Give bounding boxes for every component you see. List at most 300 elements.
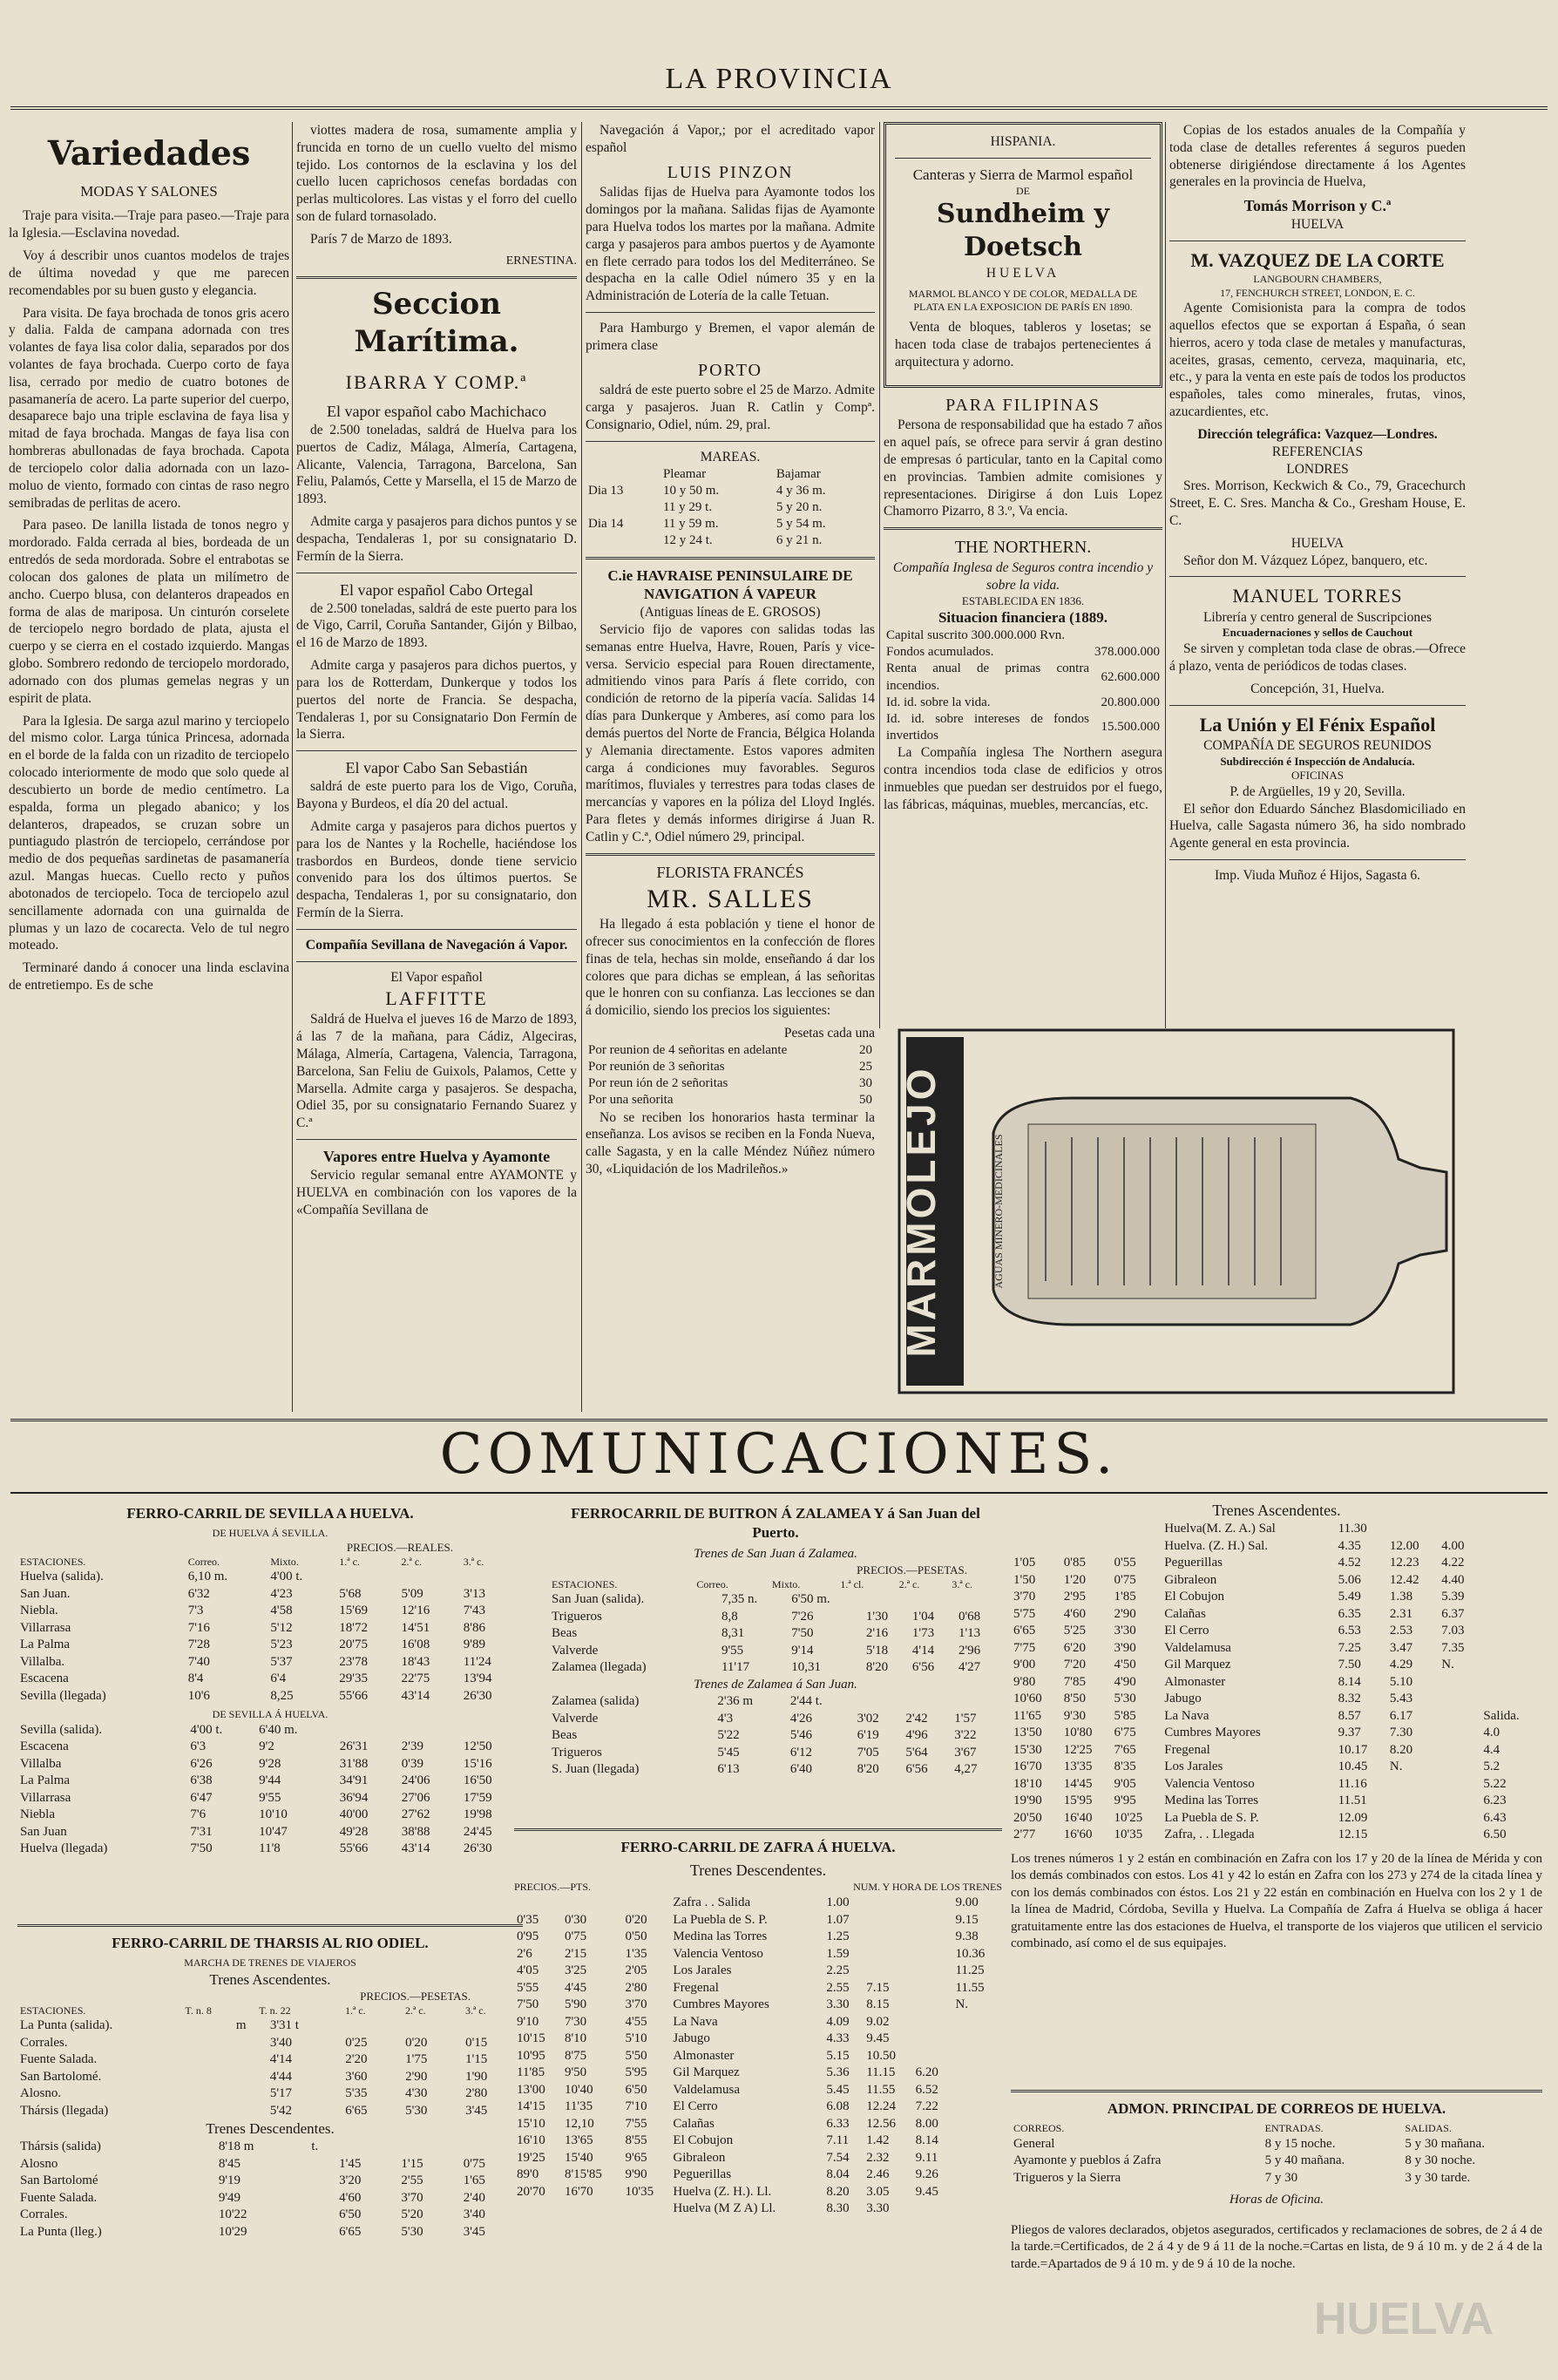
article-paragraph: Voy á describir unos cuantos modelos de trajes de última novedad y que me parecen recomendables por su buen gusto y elegancia. — [9, 248, 289, 298]
table-cell: 4'90 — [1114, 1674, 1136, 1689]
pinzon-body: Salidas fijas de Huelva para Ayamonte todos los domingos por la mañana. Salidas fijas de Ayamonte para Huelva todos los martes por la mañana. Admite carga y pasajeros para ambos puertos y de Ayamonte en flete cerrado para todos los del Mediterráneo. Se despacha en la calle Odiel número 35 y en la Administración de Lotería de la calle Tetuan. — [586, 185, 875, 304]
buitron-table-1 — [549, 1591, 1002, 1677]
table-cell: 2.55 — [826, 1980, 850, 1995]
hispania-heading: HISPANIA. — [990, 134, 1056, 149]
table-cell: 2.25 — [826, 1963, 850, 1978]
table-cell: 1'30 — [865, 1609, 889, 1624]
table-row — [514, 1997, 1002, 2014]
table-cell: 12.15 — [1338, 1827, 1368, 1842]
ship-conditions: Admite carga y pasajeros para dichos puertos, y para los de Rotterdam, Dunkerque y todos los puertos del norte de Francia. Se despacha, Tendaleras 1, por su Consignatario Don Fermín de la Sierra. — [296, 658, 577, 742]
table-row — [1011, 1742, 1542, 1760]
table-cell: 10,31 — [791, 1660, 821, 1675]
table-cell — [399, 1569, 461, 1586]
table-cell: 9'00 — [1013, 1658, 1036, 1672]
table-cell — [913, 2048, 953, 2065]
table-cell: 12.56 — [866, 2116, 896, 2131]
buitron-title: FERROCARRIL DE BUITRON Á ZALAMEA Y á San Juan del Puerto. — [571, 1505, 980, 1542]
table-header-cell: ESTACIONES. — [20, 1555, 86, 1568]
table-cell: 4'50 — [1114, 1658, 1136, 1672]
table-cell: 11'8 — [259, 1841, 281, 1856]
table-cell: 2'96 — [958, 1643, 981, 1658]
table-cell: 4'96 — [905, 1728, 928, 1743]
table-cell: 4'55 — [625, 2014, 647, 2029]
table-cell: 9'2 — [259, 1739, 274, 1754]
table-cell: 4'3 — [717, 1711, 734, 1726]
table-row — [549, 1745, 1002, 1762]
table-cell: 4.22 — [1441, 1556, 1465, 1570]
table-row — [17, 1739, 523, 1756]
table-cell: 15'95 — [1063, 1793, 1093, 1808]
table-cell: Dia 14 — [588, 517, 624, 532]
table-cell: 2'55 — [401, 2173, 423, 2188]
table-row — [884, 711, 1162, 744]
table-row — [549, 1711, 1002, 1728]
table-cell — [1480, 1538, 1542, 1556]
table-row — [1011, 1691, 1542, 1708]
table-cell: San Juan — [20, 1824, 67, 1839]
table-cell: 10'6 — [187, 1688, 210, 1703]
table-cell — [1480, 1572, 1542, 1590]
table-cell — [952, 2116, 1002, 2133]
table-cell: 10.45 — [1338, 1760, 1368, 1774]
table-cell: 5'64 — [905, 1745, 928, 1760]
table-cell: N. — [955, 1997, 969, 2012]
table-cell: 0'75 — [1114, 1572, 1136, 1587]
table-cell: Calañas — [673, 2116, 715, 2131]
table-cell: 5'42 — [269, 2103, 293, 2118]
table-cell: Niebla — [20, 1807, 55, 1822]
table-cell: Salida. — [1483, 1708, 1520, 1723]
torres-address: Concepción, 31, Huelva. — [1250, 681, 1385, 696]
table-cell: Medina las Torres — [1164, 1793, 1259, 1808]
table-cell: 4.33 — [826, 2031, 850, 2046]
table-cell: Renta anual de primas contra incendios. — [886, 661, 1089, 693]
tharsis-asc: Trenes Ascendentes. — [209, 1970, 331, 1988]
table-cell: 1'85 — [1114, 1590, 1136, 1604]
table-cell: 10'15 — [517, 2031, 545, 2046]
table-cell: 8,25 — [270, 1688, 294, 1703]
ascendentes-timetable — [1011, 1501, 1542, 2076]
table-cell: 0'25 — [345, 2035, 368, 2050]
table-cell: 12'25 — [1063, 1742, 1093, 1757]
table-cell: 3'20 — [339, 2173, 362, 2188]
table-cell: La Puebla de S. P. — [1164, 1810, 1259, 1825]
table-cell: 5.43 — [1389, 1692, 1413, 1706]
table-cell: 1'90 — [465, 2069, 488, 2084]
table-cell — [1387, 1776, 1439, 1793]
zafra-precios: PRECIOS.—PTS. — [514, 1881, 592, 1894]
table-cell: 12.24 — [866, 2099, 896, 2114]
table-cell: 1.07 — [826, 1912, 850, 1927]
table-cell: 7,35 n. — [721, 1592, 758, 1607]
table-header-cell: 2.ª c. — [405, 2004, 426, 2017]
table-cell: 8'86 — [463, 1620, 485, 1635]
correos-horas: Horas de Oficina. — [1229, 2193, 1324, 2207]
table-cell: 3.30 — [826, 1997, 850, 2012]
table-cell: 6.33 — [826, 2116, 850, 2131]
zafra-timetable — [514, 1821, 1002, 2362]
table-cell: 5 y 54 m. — [776, 517, 826, 532]
table-cell — [913, 1895, 953, 1912]
table-cell: 11'17 — [721, 1660, 750, 1675]
vapores-body: Servicio regular semanal entre AYAMONTE y HUELVA en combinación con los vapores de la «Compañía Sevillana de — [296, 1168, 577, 1217]
finance-table — [884, 627, 1162, 744]
table-cell: Gil Marquez — [673, 2065, 740, 2080]
table-cell: 10'29 — [218, 2224, 247, 2239]
table-cell — [913, 1997, 953, 2014]
table-cell: 10.50 — [866, 2048, 896, 2063]
divider — [514, 1828, 1002, 1831]
table-cell: Thársis (llegada) — [20, 2103, 109, 2118]
table-cell: 15'10 — [517, 2116, 545, 2131]
table-cell: 9'95 — [1114, 1793, 1136, 1808]
table-cell — [562, 2200, 622, 2218]
table-cell: 2'90 — [1114, 1606, 1136, 1621]
column-divider — [292, 122, 293, 1412]
table-cell: Los Jarales — [1164, 1760, 1223, 1774]
divider — [884, 527, 1162, 530]
table-cell: 4.52 — [1338, 1556, 1361, 1570]
table-cell: 6.23 — [1483, 1793, 1507, 1808]
table-cell: Zalamea (llegada) — [552, 1660, 647, 1675]
table-cell: 12.09 — [1338, 1810, 1368, 1825]
table-cell: Peguerillas — [1164, 1556, 1223, 1570]
table-row — [1011, 1827, 1542, 1844]
table-cell: 7'50 — [190, 1841, 213, 1856]
divider — [895, 158, 1151, 159]
table-cell: 31'88 — [339, 1756, 369, 1771]
table-cell: 9'28 — [259, 1756, 281, 1771]
table-cell — [956, 1591, 1002, 1609]
table-cell — [1112, 1521, 1162, 1538]
table-cell — [514, 1895, 562, 1912]
table-cell: 10'60 — [1013, 1692, 1042, 1706]
table-row — [549, 1727, 1002, 1745]
table-header-cell: 3.ª c. — [952, 1577, 972, 1590]
table-row — [17, 2051, 523, 2069]
table-cell: 6.37 — [1441, 1606, 1465, 1621]
table-row — [549, 1625, 1002, 1643]
table-cell: 1'05 — [1013, 1556, 1036, 1570]
table-row — [884, 644, 1162, 661]
table-header-cell: ESTACIONES. — [552, 1577, 618, 1590]
table-cell: 8'4 — [187, 1671, 204, 1686]
table-cell: 2'6 — [517, 1946, 532, 1961]
table-cell: 6'65 — [345, 2103, 368, 2118]
comunicaciones-title: COMUNICACIONES. — [439, 1422, 1119, 1487]
table-cell — [1387, 1793, 1439, 1810]
table-cell: San Juan. — [20, 1586, 71, 1601]
table-cell: 6.50 — [1483, 1827, 1507, 1842]
table-header-cell: T. n. 8 — [185, 2004, 212, 2017]
table-cell — [336, 1569, 398, 1586]
sevilla-table-1 — [17, 1556, 523, 1705]
table-cell: 11.25 — [955, 1963, 985, 1978]
table-row — [514, 2184, 1002, 2201]
zafra-num: NUM. Y HORA DE LOS TRENES — [853, 1881, 1002, 1894]
table-row — [17, 1603, 523, 1620]
table-cell: 3'45 — [463, 2224, 485, 2239]
top-rule — [10, 106, 1548, 110]
table-cell: 3.05 — [866, 2184, 890, 2199]
table-header-cell: 1.ª c. — [345, 2004, 366, 2017]
table-cell: 6.17 — [1389, 1708, 1413, 1723]
table-header — [1011, 2122, 1542, 2136]
table-cell: 3 y 30 tarde. — [1405, 2170, 1471, 2185]
divider — [296, 929, 577, 930]
table-cell: 8.32 — [1338, 1692, 1361, 1706]
ship-body: de 2.500 toneladas, saldrá de Huelva para los puertos de Cadiz, Málaga, Almería, Cartagena, Alicante, Valencia, Tarragona, Barcelona, San Feliu, Palamós, Cette y Marsella, el 15 de Marzo de 1893. — [296, 422, 577, 507]
table-cell: Id. id. sobre la vida. — [886, 695, 991, 709]
table-cell: 20.800.000 — [1101, 695, 1160, 709]
table-cell — [308, 2224, 336, 2241]
table-cell: 7.54 — [826, 2150, 850, 2165]
table-cell: Beas — [552, 1728, 578, 1743]
table-cell — [913, 2031, 953, 2048]
sundheim-title: Sundheim y Doetsch — [936, 198, 1110, 263]
table-cell: 2'15 — [564, 1946, 587, 1961]
table-cell — [1439, 1759, 1480, 1776]
table-cell: 16'40 — [1063, 1810, 1093, 1825]
table-cell: El Cobujon — [673, 2133, 734, 2148]
table-cell: Huelva (M Z A) Ll. — [673, 2201, 776, 2216]
table-cell: 7'50 — [791, 1626, 814, 1641]
table-cell: Escacena — [20, 1739, 69, 1754]
table-cell: La Palma — [20, 1638, 71, 1652]
table-cell — [1480, 1657, 1542, 1674]
table-cell: 1'65 — [463, 2173, 485, 2188]
table-cell: 7'05 — [857, 1745, 879, 1760]
table-cell: 5'20 — [401, 2207, 423, 2222]
article-paragraph: Terminaré dando á conocer una linda esclavina de entretiempo. Es de sche — [9, 960, 289, 993]
table-row — [17, 1569, 523, 1586]
table-cell: 7'30 — [564, 2014, 587, 2029]
porto-pre: Para Hamburgo y Bremen, el vapor alemán de primera clase — [586, 321, 875, 353]
table-cell — [1387, 1810, 1439, 1827]
table-cell: 378.000.000 — [1094, 645, 1160, 660]
table-cell: 3.30 — [866, 2201, 890, 2216]
table-cell: 9'90 — [625, 2167, 647, 2182]
table-header — [17, 1556, 523, 1570]
table-cell: 5.39 — [1441, 1590, 1465, 1604]
table-cell: 11.55 — [955, 1980, 985, 1995]
table-cell: 5'37 — [270, 1654, 293, 1669]
table-cell: 4'23 — [270, 1586, 293, 1601]
table-cell: 2'80 — [465, 2086, 488, 2101]
divider — [1169, 859, 1466, 860]
table-cell: 5'95 — [625, 2065, 647, 2080]
table-cell: 19'98 — [463, 1807, 492, 1822]
table-row — [586, 532, 875, 549]
table-row — [1011, 1725, 1542, 1742]
table-cell: 5'50 — [625, 2048, 647, 2063]
table-cell: 6.53 — [1338, 1624, 1361, 1638]
table-cell: m — [235, 2018, 247, 2033]
table-cell: 43'14 — [401, 1841, 430, 1856]
table-cell: 3'22 — [954, 1728, 977, 1743]
table-cell: 11 y 29 t. — [662, 499, 713, 514]
sevilla-table-2 — [17, 1722, 523, 1858]
vazquez-body: Agente Comisionista para la compra de todos aquellos efectos que se exportan á España, ó sean hierros, acero y toda clase de metales y manufacturas, aceites, grasas, cemento, cerveza, maquinaria, etc, etc., y para la venta en este país de todos los productos españoles, tales como minerales, frutas, vinos, azucardientes, etc. — [1169, 301, 1466, 420]
table-cell: 4'26 — [789, 1711, 813, 1726]
table-row — [514, 2200, 1002, 2218]
table-row — [514, 2082, 1002, 2099]
table-cell: 5'45 — [717, 1745, 740, 1760]
mareas-table — [586, 466, 875, 550]
table-row — [17, 1773, 523, 1790]
fenix-address: P. de Argüelles, 19 y 20, Sevilla. — [1229, 783, 1406, 799]
buitron-table-header — [549, 1578, 1002, 1592]
table-row — [17, 1671, 523, 1688]
table-row — [514, 2150, 1002, 2167]
table-cell: 5'30 — [405, 2103, 428, 2118]
table-cell: 3'60 — [345, 2069, 368, 2084]
table-row — [514, 1895, 1002, 1912]
table-cell: 2'95 — [1063, 1590, 1086, 1604]
table-cell: Fuente Salada. — [20, 2190, 98, 2205]
table-cell: 1'04 — [911, 1609, 935, 1624]
table-cell: 2.46 — [866, 2167, 890, 2182]
table-cell: 10'40 — [564, 2082, 593, 2097]
table-cell: 6'65 — [1013, 1624, 1036, 1638]
table-row — [17, 1620, 523, 1638]
table-cell: 5.15 — [826, 2048, 850, 2063]
table-cell: 2'90 — [405, 2069, 428, 2084]
table-cell: Dia 13 — [588, 483, 624, 498]
table-cell: 0'95 — [517, 1929, 539, 1944]
table-cell: 16'70 — [1013, 1760, 1042, 1774]
table-cell: 5.36 — [826, 2065, 850, 2080]
table-cell: Trigueros y la Sierra — [1013, 2170, 1121, 2185]
table-cell: 7'28 — [187, 1638, 210, 1652]
table-cell: 9'50 — [564, 2065, 587, 2080]
table-cell: 9.02 — [866, 2014, 890, 2029]
table-cell: t. — [311, 2139, 319, 2154]
table-cell: 7'10 — [625, 2099, 647, 2114]
table-row — [1011, 1793, 1542, 1810]
table-row — [586, 483, 875, 499]
table-row — [549, 1643, 1002, 1660]
table-cell — [864, 1912, 912, 1929]
table-cell: Niebla. — [20, 1604, 58, 1618]
table-cell: 11.16 — [1338, 1776, 1367, 1791]
table-cell: 5'12 — [270, 1620, 293, 1635]
table-row — [514, 2065, 1002, 2082]
table-cell: Alosno — [20, 2156, 58, 2171]
bottle-label: AGUAS MINERO-MEDICINALES — [992, 1134, 1005, 1289]
table-cell: Zafra . . Salida — [673, 1895, 751, 1910]
table-cell: 2'36 m — [717, 1694, 754, 1709]
table-cell: 4'14 — [911, 1643, 935, 1658]
table-cell: 9.15 — [955, 1912, 979, 1927]
prices-header: Pesetas cada una — [783, 1026, 875, 1041]
table-cell: 7'75 — [1013, 1640, 1036, 1655]
table-row — [17, 1586, 523, 1604]
table-cell: 5'25 — [1063, 1624, 1086, 1638]
table-cell — [234, 2085, 268, 2103]
vazquez-title: M. VAZQUEZ DE LA CORTE — [1190, 249, 1445, 272]
northern-title: THE NORTHERN. — [954, 538, 1092, 558]
table-cell: 7.25 — [1338, 1640, 1361, 1655]
section-rule — [10, 1419, 1548, 1421]
sevilla-title: FERRO-CARRIL DE SEVILLA A HUELVA. — [126, 1505, 414, 1522]
table-cell: 11.51 — [1338, 1793, 1367, 1808]
table-cell: 11'65 — [1013, 1708, 1042, 1723]
table-cell: Sevilla (llegada) — [20, 1688, 106, 1703]
salles-title: MR. SALLES — [647, 884, 814, 913]
table-header-cell: Mixto. — [771, 1577, 801, 1590]
table-cell: 19'25 — [517, 2150, 545, 2165]
table-cell: 1.42 — [866, 2133, 890, 2148]
table-cell: Huelva. (Z. H.) Sal. — [1164, 1538, 1269, 1553]
table-row — [17, 1688, 523, 1705]
table-cell: 7.35 — [1441, 1640, 1465, 1655]
table-cell — [1112, 1538, 1162, 1556]
divider — [296, 1139, 577, 1140]
table-cell: 9.26 — [915, 2167, 938, 2182]
table-cell: Por reunion de 4 señoritas en adelante — [588, 1042, 788, 1057]
sundheim-ad — [884, 122, 1162, 388]
table-cell: 4.09 — [826, 2014, 850, 2029]
table-cell: 38'88 — [401, 1824, 430, 1839]
table-row — [884, 627, 1162, 644]
table-cell: 5'23 — [270, 1638, 293, 1652]
column-divider — [1165, 122, 1166, 1028]
table-cell: Valverde — [552, 1711, 599, 1726]
buitron-sub: Trenes de San Juan á Zalamea. — [694, 1547, 857, 1562]
table-cell — [952, 2065, 1002, 2082]
sevilla-precios: PRECIOS.—REALES. — [346, 1540, 453, 1554]
table-row — [884, 661, 1162, 694]
table-cell: 10 y 50 m. — [662, 483, 720, 498]
table-row — [514, 2166, 1002, 2184]
table-cell: 7'65 — [1114, 1742, 1136, 1757]
table-cell: 16'50 — [463, 1773, 492, 1788]
table-cell: 6'12 — [789, 1745, 813, 1760]
table-cell — [399, 1722, 461, 1739]
table-cell: Jabugo — [673, 2031, 710, 2046]
table-cell: Zalamea (salida) — [552, 1694, 640, 1709]
table-cell: Almonaster — [673, 2048, 735, 2063]
table-cell: El Cerro — [1164, 1624, 1209, 1638]
watermark-text: HUELVA — [1314, 2294, 1494, 2344]
table-cell: 50 — [859, 1093, 872, 1108]
table-cell — [913, 2014, 953, 2031]
table-cell: 7'40 — [187, 1654, 210, 1669]
table-cell — [1061, 1538, 1112, 1556]
table-cell: La Palma — [20, 1773, 71, 1788]
table-cell: 55'66 — [339, 1841, 369, 1856]
table-cell: 14'15 — [517, 2099, 545, 2114]
table-cell: Trigueros — [552, 1745, 602, 1760]
table-cell: 7'3 — [187, 1604, 204, 1618]
table-cell: 0'15 — [465, 2035, 488, 2050]
table-cell: Fregenal — [673, 1980, 719, 1995]
table-row — [17, 1722, 523, 1739]
table-cell: 4'30 — [405, 2086, 428, 2101]
table-cell: 0'20 — [405, 2035, 428, 2050]
marmol-body: Venta de bloques, tableros y losetas; se hacen toda clase de trabajos pertenecientes á arquitectura y adorno. — [895, 320, 1151, 370]
table-row — [586, 499, 875, 516]
table-row — [549, 1591, 1002, 1609]
table-cell: Ayamonte y pueblos á Zafra — [1013, 2153, 1162, 2168]
table-cell: 6'50 — [339, 2207, 362, 2222]
table-cell — [1439, 1742, 1480, 1760]
table-cell: 8.57 — [1338, 1708, 1361, 1723]
bottle-illustration — [898, 1028, 1455, 1394]
table-cell: 10.17 — [1338, 1742, 1368, 1757]
table-cell: 1'13 — [958, 1626, 981, 1641]
